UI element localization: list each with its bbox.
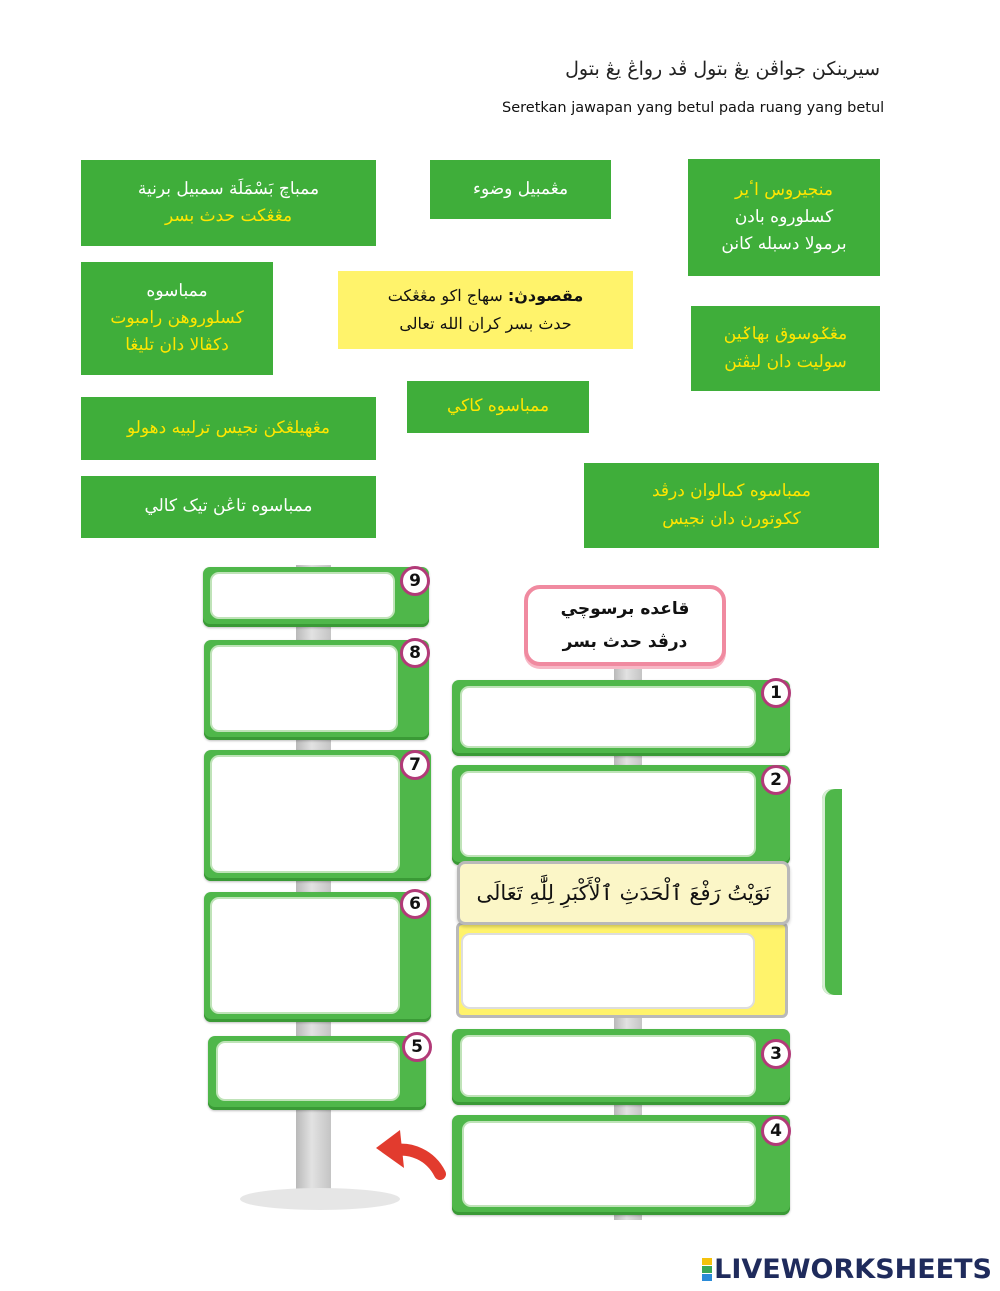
answer-chip-tangan[interactable] xyxy=(81,476,376,538)
logo-mark-icon xyxy=(702,1258,712,1281)
answer-chip-basmalah[interactable] xyxy=(81,160,376,246)
step-sign-7 xyxy=(204,750,431,881)
answer-text: ممباچ بَسْمَلَة سمبيل برنية xyxy=(137,178,320,199)
answer-text: مڠمبيل وضوء xyxy=(472,178,569,199)
heading-line2: درڤد حدث بسر xyxy=(562,631,688,652)
step-sign-1 xyxy=(452,680,790,756)
drop-zone-yellow[interactable] xyxy=(461,933,755,1009)
step-sign-4 xyxy=(452,1115,790,1215)
offscreen-green-tab[interactable] xyxy=(822,789,842,995)
drop-zone-8[interactable] xyxy=(210,645,398,732)
instruction-title-jawi: سيرينكن جواڤن يڠ بتول ڤد رواڠ يڠ بتول xyxy=(565,58,880,80)
niat-text: نَوَيْتُ رَفْعَ ٱلْحَدَثِ ٱلْأَكْبَرِ لِلَّٰهِ تَعَالَى xyxy=(476,881,771,905)
logo-mark-green xyxy=(702,1266,712,1273)
step-number-1: 1 xyxy=(761,678,791,708)
answer-text: ممباسوه کاکي xyxy=(446,396,550,417)
logo-mark-yellow xyxy=(702,1258,712,1265)
step-number-5: 5 xyxy=(402,1032,432,1062)
answer-text: مڠݢوسوق بهاݢين xyxy=(723,324,848,345)
step-number-4: 4 xyxy=(761,1116,791,1146)
answer-text: دکڤالا دان تليڠا xyxy=(125,335,229,356)
answer-text: برمولا دسبله کانن xyxy=(721,234,847,255)
drop-zone-7[interactable] xyxy=(210,755,400,873)
answer-chip-kaki[interactable] xyxy=(407,381,589,433)
heading-line1: قاعده برسوچي xyxy=(560,599,690,620)
answer-text: ممباسوه کمالوان درڤد xyxy=(651,481,812,502)
liveworksheets-logo xyxy=(702,1254,992,1285)
answer-text: مڠڠکت حدث بسر xyxy=(164,206,293,226)
definition-text: سهاج اکو مڠڠکت xyxy=(387,286,503,305)
logo-mark-blue xyxy=(702,1274,712,1281)
step-number-8: 8 xyxy=(400,638,430,668)
drop-zone-4[interactable] xyxy=(462,1121,756,1207)
answer-chip-gosok[interactable] xyxy=(691,306,880,391)
step-sign-yellow xyxy=(456,922,788,1018)
drop-zone-3[interactable] xyxy=(460,1035,756,1097)
step-number-7: 7 xyxy=(400,750,430,780)
step-number-9: 9 xyxy=(400,566,430,596)
niat-sign xyxy=(457,861,790,925)
definition-box xyxy=(338,271,633,349)
definition-line1 xyxy=(348,282,623,310)
step-sign-5 xyxy=(208,1036,426,1110)
step-sign-6 xyxy=(204,892,431,1022)
drop-zone-6[interactable] xyxy=(210,897,400,1014)
instruction-subtitle: Seretkan jawapan yang betul pada ruang yang betul xyxy=(502,100,885,116)
answer-text: منجيروس اٴير xyxy=(735,179,833,200)
answer-text: کسلوروه بادن xyxy=(734,206,834,227)
step-sign-9 xyxy=(203,567,429,627)
answer-chip-wuduk[interactable] xyxy=(430,160,611,219)
drop-zone-2[interactable] xyxy=(460,771,756,857)
answer-chip-siram[interactable] xyxy=(688,159,880,276)
answer-chip-basuh-kepala[interactable] xyxy=(81,262,273,375)
drop-zone-9[interactable] xyxy=(210,572,395,619)
step-number-6: 6 xyxy=(400,889,430,919)
curved-arrow-icon xyxy=(370,1112,450,1192)
answer-text: مڠهيلڠکن نجيس ترلبيه دهولو xyxy=(126,417,331,438)
brand-name: LIVEWORKSHEETS xyxy=(714,1254,992,1285)
step-number-2: 2 xyxy=(761,765,791,795)
step-sign-8 xyxy=(204,640,429,740)
answer-text: ککوتورن دان نجيس xyxy=(662,508,801,529)
answer-text: سوليت دان ليڤتن xyxy=(724,351,847,372)
drop-zone-5[interactable] xyxy=(216,1041,400,1101)
step-sign-2 xyxy=(452,765,790,865)
step-number-3: 3 xyxy=(761,1039,791,1069)
answer-chip-najis[interactable] xyxy=(81,397,376,460)
answer-text: ممباسوه xyxy=(146,280,208,301)
drop-zone-1[interactable] xyxy=(460,686,756,748)
answer-text: ممباسوه تاڠن تيک کالي xyxy=(144,496,313,517)
step-sign-3 xyxy=(452,1029,790,1105)
answer-text: کسلوروهن رامبوت xyxy=(110,307,244,328)
definition-label: مقصودڽ: xyxy=(507,286,584,305)
definition-line2: حدث بسر کران الله تعالى xyxy=(399,314,572,333)
answer-chip-kemaluan[interactable] xyxy=(584,463,879,548)
signpost-heading xyxy=(524,585,726,666)
